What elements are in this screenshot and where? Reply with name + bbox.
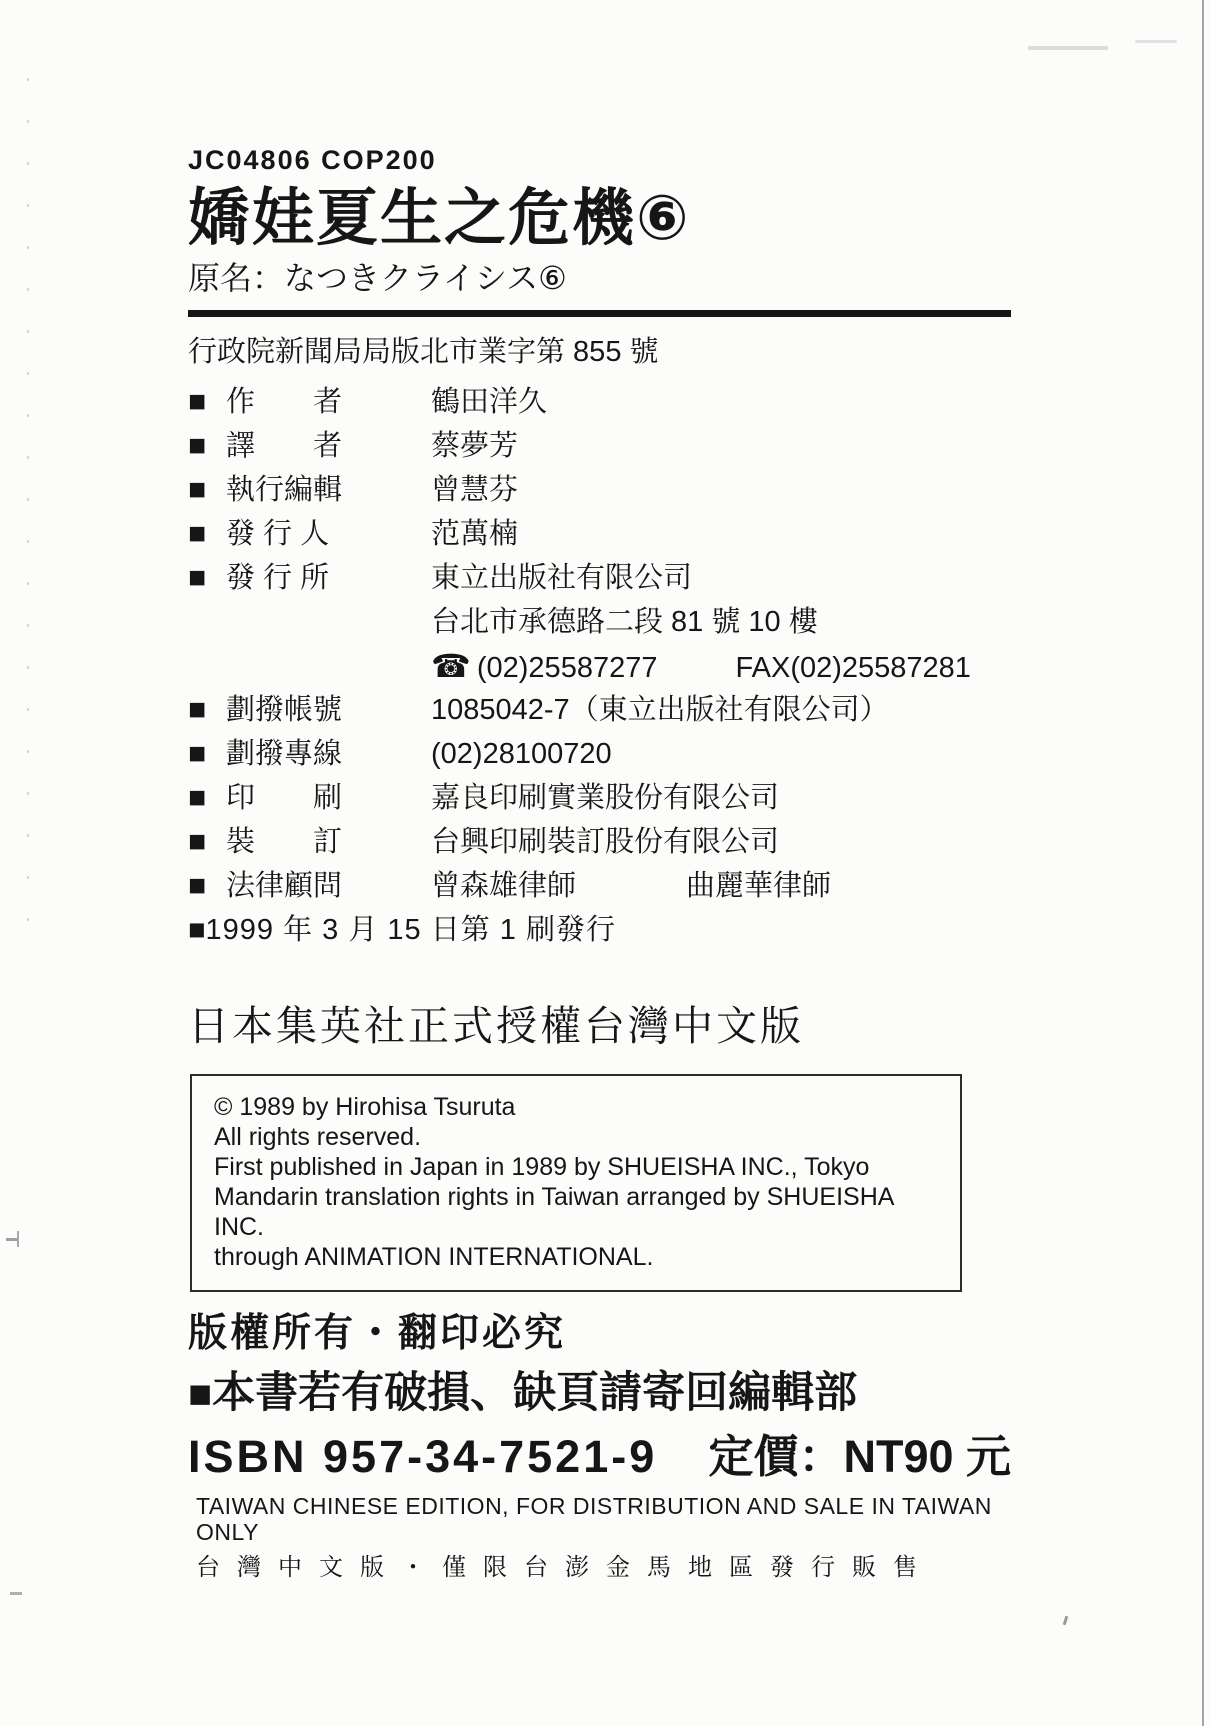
row-bindery (188, 820, 1014, 864)
product-code: JC04806 COP200 (188, 145, 437, 175)
legal-advisors-label: 法律顧問 (226, 870, 343, 902)
black-square-bullet-icon: ■ (188, 561, 207, 594)
author-value: 鶴田洋久 (431, 386, 548, 418)
row-edition-date (188, 908, 1014, 952)
black-square-bullet-icon: ■ (188, 473, 207, 506)
postal-account-value: 1085042-7（東立出版社有限公司） (431, 694, 889, 726)
row-postal-account (188, 688, 1014, 732)
publishing-house-label: 發 行 所 (226, 562, 330, 594)
black-square-bullet-icon: ■ (188, 429, 207, 462)
original-title: 原名：なつきクライシス⑥ (188, 260, 567, 296)
telephone-number: (02)25587277 (476, 652, 658, 684)
postal-account-label: 劃撥帳號 (226, 694, 343, 726)
black-square-bullet-icon: ■ (188, 517, 207, 550)
printer-label: 印 刷 (226, 782, 343, 814)
scan-artifact (27, 78, 29, 928)
black-square-bullet-icon: ■ (188, 869, 207, 902)
copyright-line-1: © 1989 by Hirohisa Tsuruta (214, 1093, 516, 1121)
divider-rule (188, 310, 1011, 317)
scan-page-edge (1202, 0, 1204, 1726)
copyright-line-4: Mandarin translation rights in Taiwan arranged by SHUEISHA INC. (214, 1183, 894, 1241)
translator-value: 蔡夢芳 (431, 430, 519, 462)
legal-advisor-2: 曲麗華律師 (686, 870, 832, 902)
copyright-box (190, 1074, 962, 1292)
scan-artifact (1135, 40, 1177, 43)
row-publisher (188, 512, 1014, 556)
colophon-content (188, 146, 1014, 1583)
row-author (188, 380, 1014, 424)
publisher-label: 發 行 人 (226, 518, 330, 550)
distribution-notice-en: TAIWAN CHINESE EDITION, FOR DISTRIBUTION AND SALE IN TAIWAN ONLY (196, 1493, 992, 1545)
address-text: 台北市承德路二段 81 號 10 樓 (431, 606, 818, 638)
bindery-label: 裝 訂 (226, 826, 343, 858)
copyright-line-5: through ANIMATION INTERNATIONAL. (214, 1243, 654, 1271)
printer-value: 嘉良印刷實業股份有限公司 (431, 782, 780, 814)
isbn-price-line (188, 1431, 1011, 1483)
copyright-line-3: First published in Japan in 1989 by SHUEISHA INC., Tokyo (214, 1153, 870, 1181)
license-heading: 日本集英社正式授權台灣中文版 (188, 1003, 804, 1049)
scan-artifact (1063, 1616, 1069, 1625)
scan-artifact (1028, 46, 1108, 50)
row-executive-editor (188, 468, 1014, 512)
scan-artifact (10, 1592, 22, 1595)
translator-label: 譯 者 (226, 430, 343, 462)
scan-artifact (6, 1238, 17, 1241)
row-translator (188, 424, 1014, 468)
damage-notice (188, 1368, 1014, 1419)
black-square-bullet-icon: ■ (188, 914, 206, 946)
scan-artifact (17, 1231, 19, 1247)
row-publishing-house (188, 556, 1014, 600)
rights-notice: 版權所有・翻印必究 (188, 1312, 567, 1355)
book-title: 嬌娃夏生之危機⑥ (188, 184, 691, 253)
black-square-bullet-icon: ■ (188, 737, 207, 770)
damage-notice-text: 本書若有破損、缺頁請寄回編輯部 (212, 1369, 858, 1417)
isbn-number: ISBN 957-34-7521-9 (188, 1431, 658, 1482)
registration-number: 行政院新聞局局版北市業字第 855 號 (188, 336, 659, 368)
postal-hotline-value: (02)28100720 (431, 738, 612, 770)
telephone-icon: ☎ (431, 648, 471, 684)
row-legal-advisors (188, 864, 1014, 908)
publishing-house-value: 東立出版社有限公司 (431, 562, 693, 594)
black-square-bullet-icon: ■ (188, 825, 207, 858)
bindery-value: 台興印刷裝訂股份有限公司 (431, 826, 780, 858)
executive-editor-label: 執行編輯 (226, 474, 343, 506)
legal-advisor-1: 曾森雄律師 (431, 870, 577, 902)
edition-date: 1999 年 3 月 15 日第 1 刷發行 (205, 914, 616, 946)
black-square-bullet-icon: ■ (188, 385, 207, 418)
distribution-notice-zh: 台灣中文版・僅限台澎金馬地區發行販售 (196, 1554, 934, 1581)
price-value: 定價：NT90 元 (708, 1431, 1011, 1482)
publisher-value: 范萬楠 (431, 518, 519, 550)
copyright-line-2: All rights reserved. (214, 1123, 422, 1151)
author-label: 作 者 (226, 386, 343, 418)
publishing-house-address (188, 600, 1014, 644)
row-printer (188, 776, 1014, 820)
fax-number: FAX(02)25587281 (735, 652, 971, 684)
postal-hotline-label: 劃撥專線 (226, 738, 343, 770)
black-square-bullet-icon: ■ (188, 693, 207, 726)
executive-editor-value: 曾慧芬 (431, 474, 519, 506)
black-square-bullet-icon: ■ (188, 1372, 213, 1416)
black-square-bullet-icon: ■ (188, 781, 207, 814)
publishing-house-phone-line (188, 644, 1014, 688)
row-postal-hotline (188, 732, 1014, 776)
publication-info (188, 380, 1014, 952)
